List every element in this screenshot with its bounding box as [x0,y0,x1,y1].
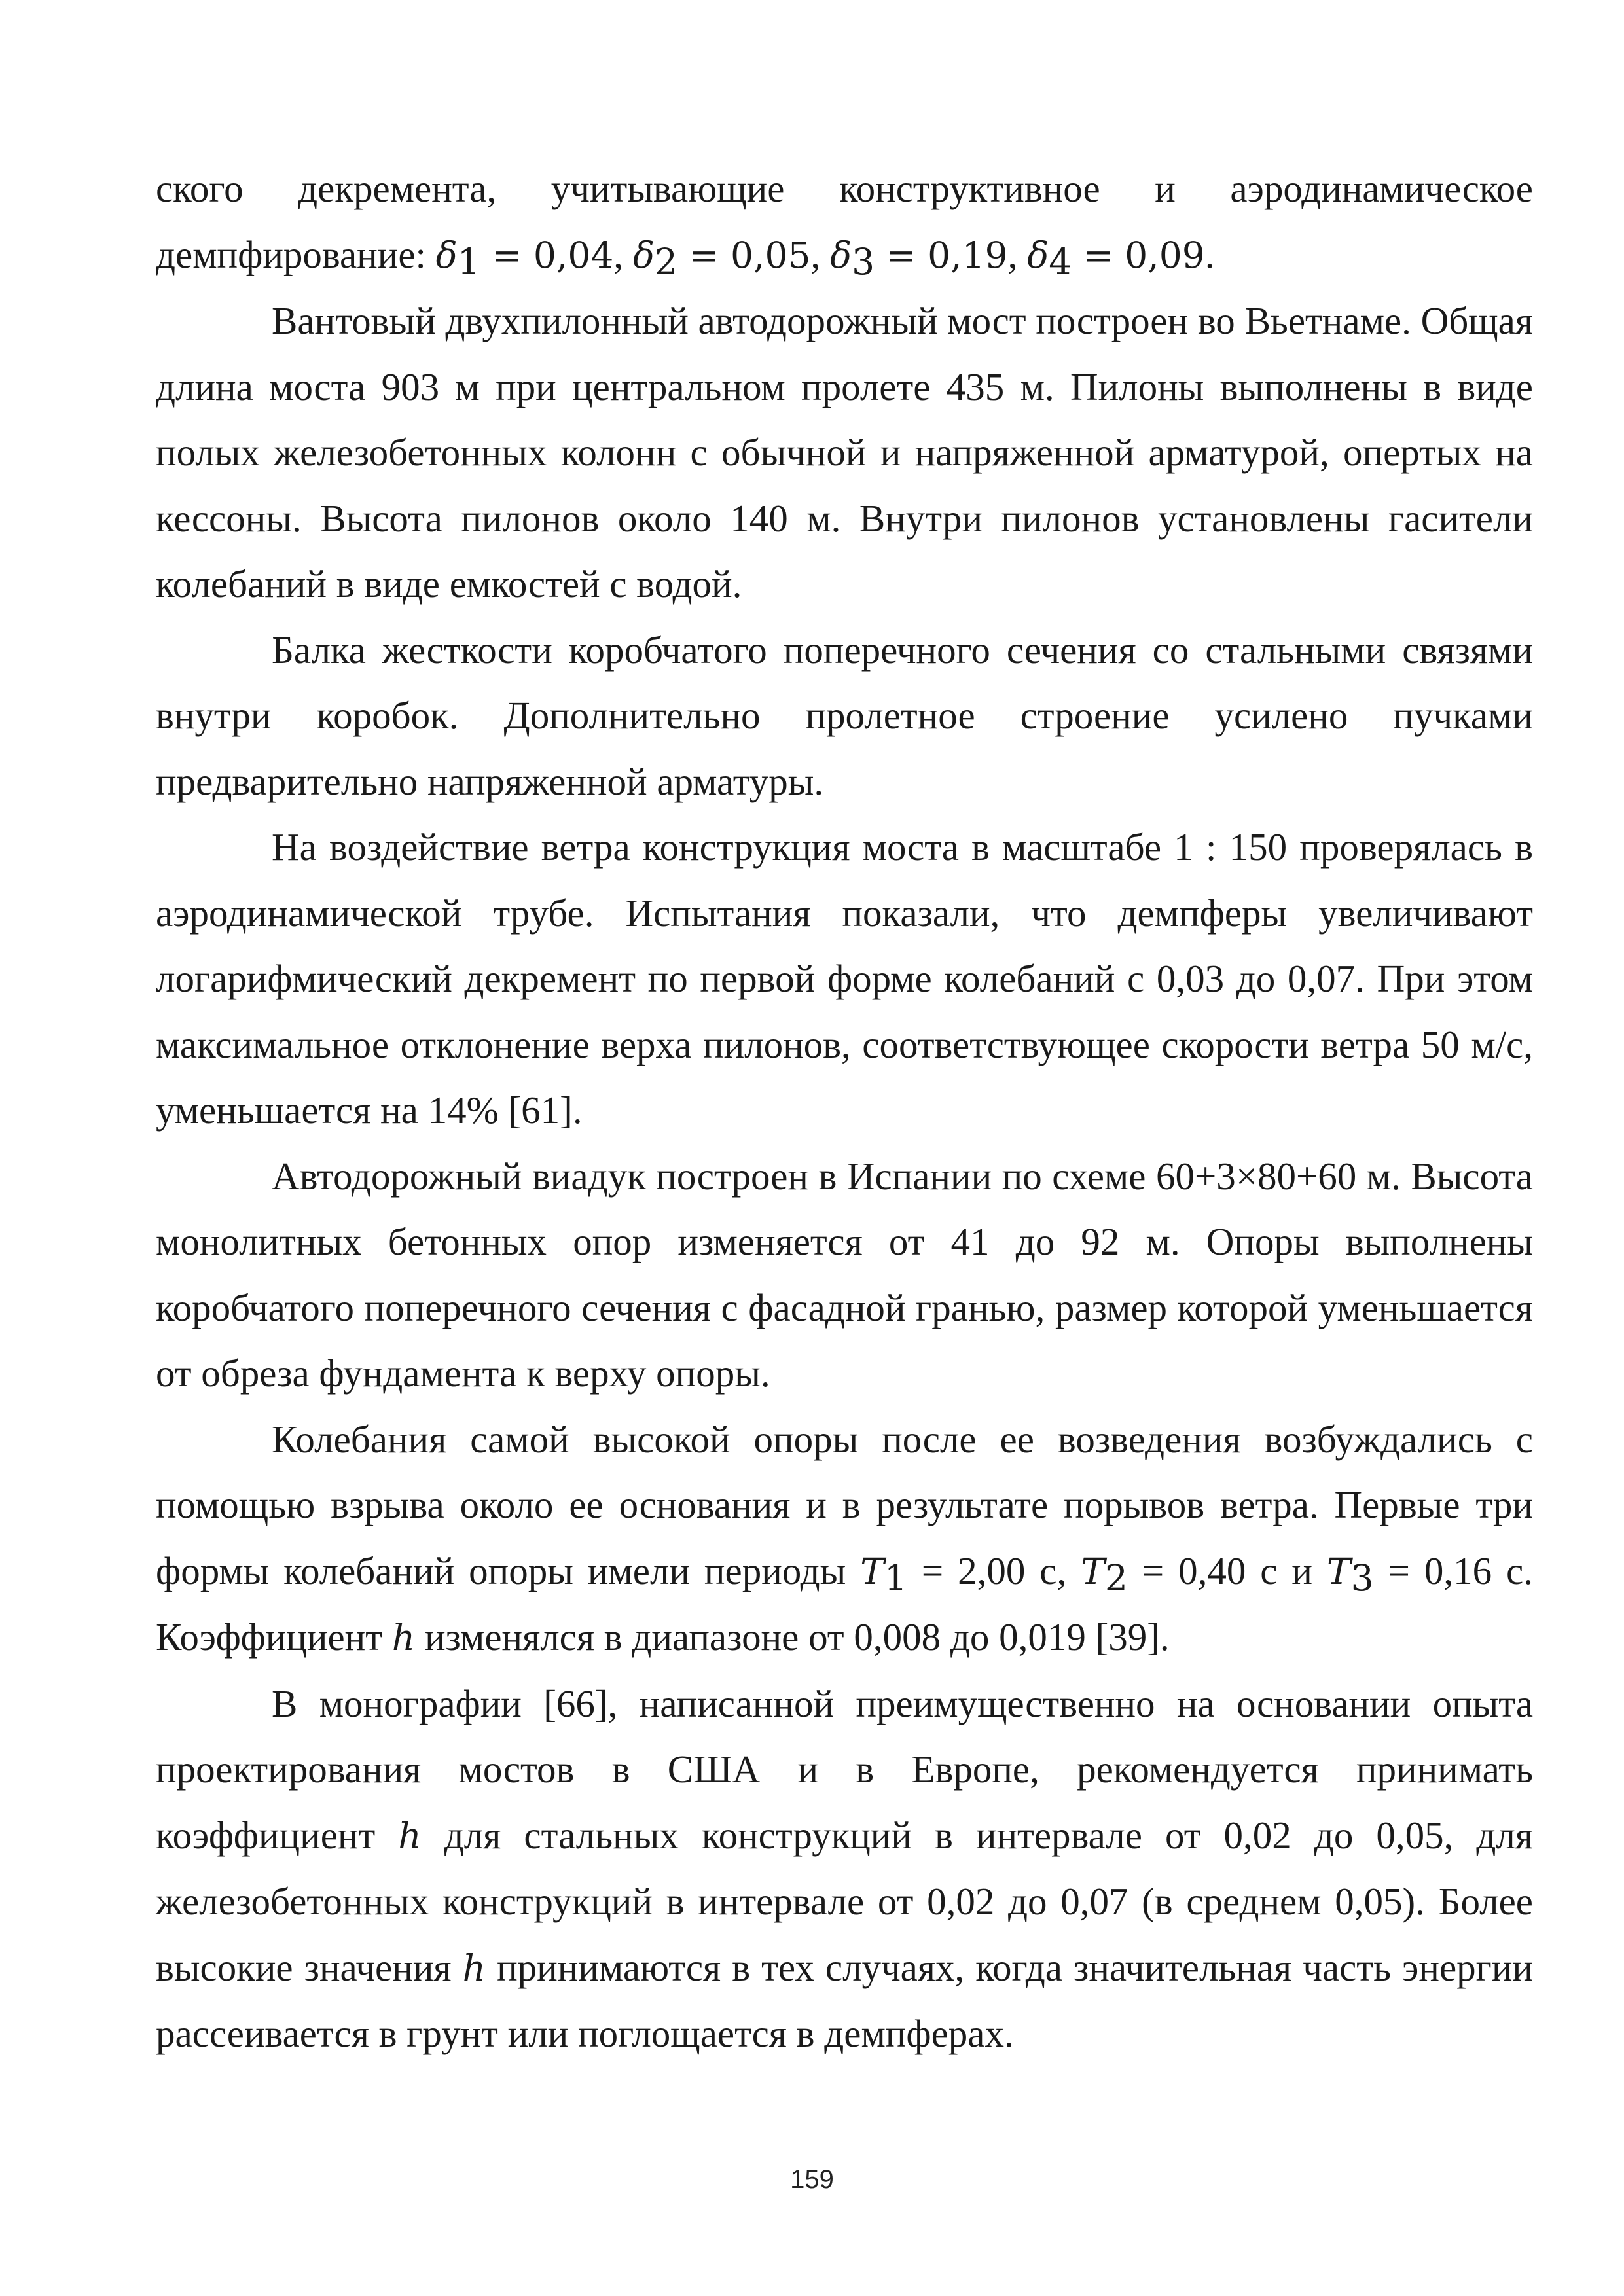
paragraph-vietnam-bridge: Вантовый двухпилонный автодорожный мост построен во Вьетнаме. Общая длина моста 903 м при центральном пролете 435 м. Пилоны выполнены в виде полых железобетонных колонн с обычной и напряженной арматурой, опертых на кессоны. Высота пилонов около 140 м. Внутри пилонов установлены гасители колебаний в виде емкостей с водой. [156,299,1533,605]
coefficient-h-symbol: h [398,1814,422,1857]
delta-2-symbol: δ [632,234,655,276]
separator: , [810,232,830,276]
coefficient-h-symbol: h [462,1946,486,1989]
delta-3-symbol: δ [829,234,852,276]
paragraph-text: ского декремента, учитывающие конструктивное и аэродинамическое демпфирование: [156,167,1533,276]
delta-1-subscript: 1 [457,240,480,283]
paragraph-monograph-recommendation [156,1671,1533,2067]
paragraph-pier-vibrations [156,1407,1533,1671]
paragraph-text: В монографии [66], написанной преимущественно на основании опыта проектирования мостов в США и в Европе, рекомендуется принимать коэффициент [156,1681,1533,1857]
period-t1-value: = 2,00 с, [907,1549,1081,1592]
paragraph-stiffening-girder: Балка жесткости коробчатого поперечного сечения со стальными связями внутри коробок. Дополнительно пролетное строение усилено пучками предварительно напряженной арматуры. [156,628,1533,803]
paragraph-wind-tunnel-test: На воздействие ветра конструкция моста в масштабе 1 : 150 проверялась в аэродинамической трубе. Испытания показали, что демпферы увеличивают логарифмический декремент по первой форме колебаний с 0,03 до 0,07. При этом максимальное отклонение верха пилонов, соответствующее скорости ветра 50 м/с, уменьшается на 14% [61]. [156,825,1533,1132]
period-t1-symbol: T [860,1550,884,1592]
delta-2-value: = 0,05 [677,234,811,276]
page-body [156,156,1533,2067]
paragraph-text: изменялся в диапазоне от 0,008 до 0,019 [39]. [415,1615,1170,1659]
period-t1-subscript: 1 [884,1556,907,1599]
delta-1-value: = 0,04 [480,234,614,276]
delta-4-subscript: 4 [1049,240,1072,283]
paragraph-spain-viaduct: Автодорожный виадук построен в Испании по схеме 60+3×80+60 м. Высота монолитных бетонных опор изменяется от 41 до 92 м. Опоры выполнены коробчатого поперечного сечения с фасадной гранью, размер которой уменьшается от обреза фундамента к верху опоры. [156,1154,1533,1395]
period-t3-value: = 0,16 с. Коэффициент [156,1549,1533,1659]
period-t2-value: = 0,40 с и [1127,1549,1327,1592]
paragraph-text: Колебания самой высокой опоры после ее возведения возбуждались с помощью взрыва около ее основания и в результате порывов ветра. Первые три формы колебаний опоры имели периоды [156,1417,1533,1592]
period-t3-subscript: 3 [1350,1556,1374,1599]
separator: , [1007,232,1028,276]
sentence-end: . [1204,232,1215,276]
coefficient-h-symbol: h [391,1617,416,1659]
period-t3-symbol: T [1326,1550,1351,1592]
page-number: 159 [790,2165,834,2194]
period-t2-subscript: 2 [1104,1556,1128,1599]
period-t2-symbol: T [1081,1550,1105,1592]
delta-4-symbol: δ [1027,234,1049,276]
paragraph-damping-decrements [156,156,1533,288]
delta-1-symbol: δ [435,234,458,276]
delta-4-value: = 0,09 [1072,234,1205,276]
delta-2-subscript: 2 [654,240,677,283]
paragraph-text: для стальных конструкций в интервале от 0,02 до 0,05, для железобетонных конструкций в интервале от 0,02 до 0,07 (в среднем 0,05). Более высокие значения [156,1813,1533,1989]
delta-3-value: = 0,19 [875,234,1008,276]
paragraph-text: принимаются в тех случаях, когда значительная часть энергии рассеивается в грунт или поглощается в демпферах. [156,1945,1533,2055]
delta-3-subscript: 3 [852,240,875,283]
separator: , [613,232,633,276]
